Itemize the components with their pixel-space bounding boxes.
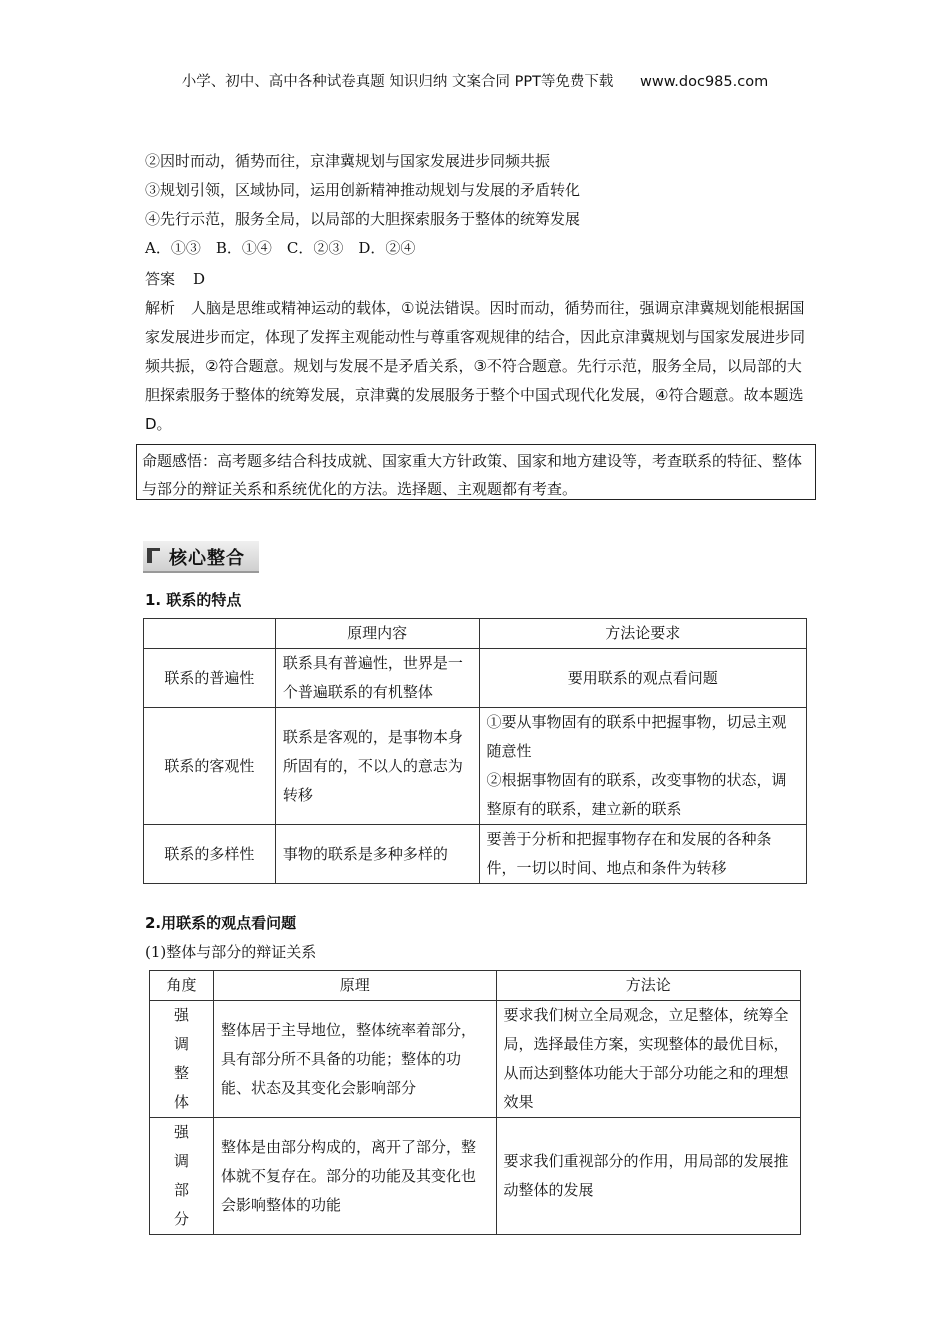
header-url[interactable]: www.doc985.com bbox=[640, 74, 769, 90]
row-name: 联系的多样性 bbox=[144, 825, 276, 884]
part2-title: 2.用联系的观点看问题 bbox=[145, 914, 297, 932]
row-principle: 整体是由部分构成的，离开了部分，整体就不复存在。部分的功能及其变化也会影响整体的功能 bbox=[213, 1118, 496, 1235]
table-row bbox=[150, 1118, 801, 1235]
table-header-row bbox=[144, 619, 807, 649]
row-principle: 联系是客观的，是事物本身所固有的，不以人的意志为转移 bbox=[275, 708, 479, 825]
analysis-text: 人脑是思维或精神运动的载体，①说法错误。因时而动，循势而往，强调京津冀规划能根据国家发展进步而定，体现了发挥主观能动性与尊重客观规律的结合，因此京津冀规划与国家发展进步同频共振，②符合题意。规划与发展不是矛盾关系，③不符合题意。先行示范，服务全局，以局部的大胆探索服务于整体的统筹发展，京津冀的发展服务于整个中国式现代化发展，④符合题意。故本题选D。 bbox=[145, 299, 806, 433]
section-banner bbox=[143, 541, 259, 573]
row-angle: 强调整体 bbox=[150, 1001, 214, 1118]
row-principle: 事物的联系是多种多样的 bbox=[275, 825, 479, 884]
row-principle: 整体居于主导地位，整体统率着部分，具有部分所不具备的功能；整体的功能、状态及其变化会影响部分 bbox=[213, 1001, 496, 1118]
row-principle: 联系具有普遍性，世界是一个普遍联系的有机整体 bbox=[275, 649, 479, 708]
page-header bbox=[0, 70, 950, 91]
answer-line bbox=[145, 268, 205, 289]
insight-box bbox=[136, 444, 816, 500]
row-angle: 强调部分 bbox=[150, 1118, 214, 1235]
header-cell: 原理内容 bbox=[275, 619, 479, 649]
row-name: 联系的客观性 bbox=[144, 708, 276, 825]
part2-subtitle: (1)整体与部分的辩证关系 bbox=[145, 943, 317, 961]
row-name: 联系的普遍性 bbox=[144, 649, 276, 708]
header-cell: 方法论要求 bbox=[479, 619, 806, 649]
header-cell: 角度 bbox=[150, 971, 214, 1001]
row-method: ①要从事物固有的联系中把握事物，切忌主观随意性 ②根据事物固有的联系，改变事物的状态，调整原有的联系，建立新的联系 bbox=[479, 708, 806, 825]
section-title: 核心整合 bbox=[169, 548, 245, 569]
part1-title: 1. 联系的特点 bbox=[145, 591, 242, 609]
answer-choices: A．①③ B．①④ C．②③ D．②④ bbox=[145, 239, 416, 257]
answer-value: D bbox=[193, 270, 206, 288]
table-row bbox=[144, 708, 807, 825]
table-row bbox=[144, 825, 807, 884]
answer-label: 答案 bbox=[145, 270, 176, 288]
header-cell bbox=[144, 619, 276, 649]
analysis-paragraph bbox=[145, 294, 813, 439]
analysis-label: 解析 bbox=[145, 299, 176, 317]
section-marker-icon bbox=[147, 548, 160, 563]
header-cell: 方法论 bbox=[496, 971, 801, 1001]
table-row bbox=[150, 1001, 801, 1118]
connection-features-table bbox=[143, 618, 807, 884]
row-method: 要求我们树立全局观念，立足整体，统筹全局，选择最佳方案，实现整体的最优目标，从而达到整体功能大于部分功能之和的理想效果 bbox=[496, 1001, 801, 1118]
row-method: 要用联系的观点看问题 bbox=[479, 649, 806, 708]
table-header-row bbox=[150, 971, 801, 1001]
header-text: 小学、初中、高中各种试卷真题 知识归纳 文案合同 PPT等免费下载 bbox=[181, 74, 614, 90]
option-2: ②因时而动，循势而往，京津冀规划与国家发展进步同频共振 bbox=[145, 152, 551, 170]
row-method: 要求我们重视部分的作用，用局部的发展推动整体的发展 bbox=[496, 1118, 801, 1235]
option-3: ③规划引领，区域协同，运用创新精神推动规划与发展的矛盾转化 bbox=[145, 181, 581, 199]
header-cell: 原理 bbox=[213, 971, 496, 1001]
row-method: 要善于分析和把握事物存在和发展的各种条件，一切以时间、地点和条件为转移 bbox=[479, 825, 806, 884]
insight-text: 命题感悟：高考题多结合科技成就、国家重大方针政策、国家和地方建设等，考查联系的特征、整体与部分的辩证关系和系统优化的方法。选择题、主观题都有考查。 bbox=[142, 452, 803, 498]
whole-part-table bbox=[149, 970, 801, 1235]
option-4: ④先行示范，服务全局，以局部的大胆探索服务于整体的统筹发展 bbox=[145, 210, 581, 228]
table-row bbox=[144, 649, 807, 708]
